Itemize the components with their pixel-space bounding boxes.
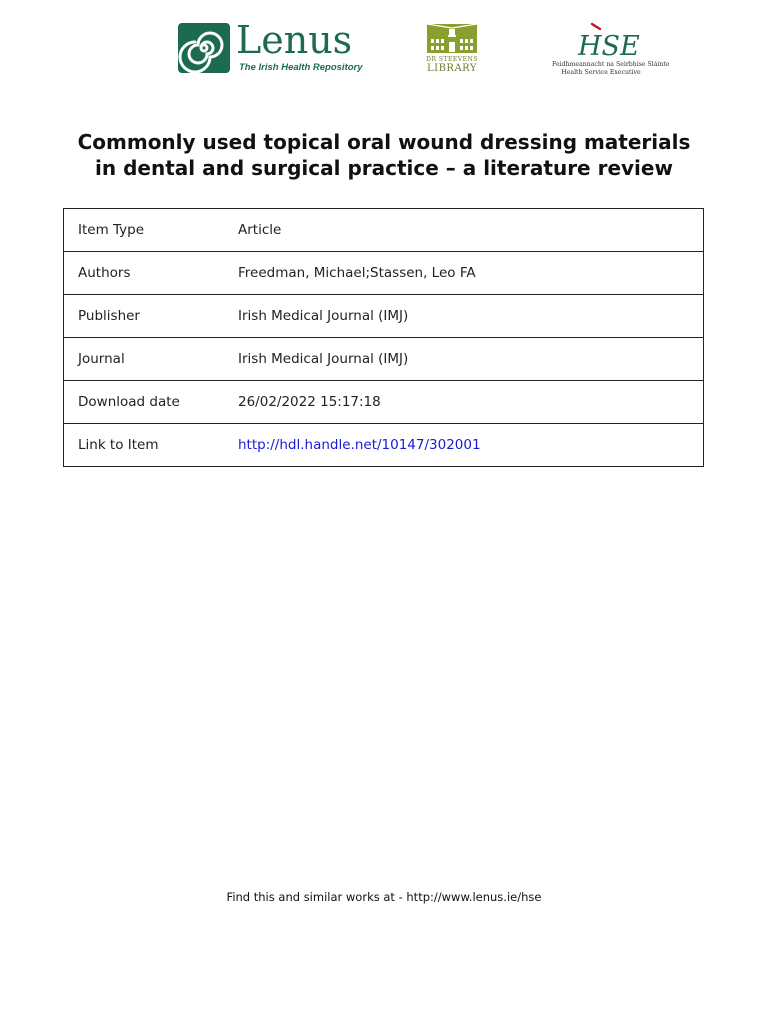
hse-mark-text: HSE [578, 31, 640, 62]
metadata-value: Irish Medical Journal (IMJ) [224, 295, 704, 338]
table-row [64, 338, 704, 381]
hse-irish-name: Feidhmeannacht na Seirbhíse Sláinte [552, 61, 670, 68]
lenus-logo[interactable] [178, 18, 363, 76]
metadata-table [63, 208, 704, 467]
table-row [64, 424, 704, 467]
metadata-label: Download date [64, 381, 225, 424]
hse-english-name: Health Service Executive [561, 69, 641, 76]
table-row [64, 209, 704, 252]
lenus-spiral-icon [178, 23, 230, 73]
metadata-label: Authors [64, 252, 225, 295]
metadata-value: Article [224, 209, 704, 252]
hse-logo[interactable] [552, 22, 670, 78]
hse-mark-icon [578, 22, 640, 62]
metadata-value: Freedman, Michael;Stassen, Leo FA [224, 252, 704, 295]
metadata-label: Publisher [64, 295, 225, 338]
library-building-icon [424, 22, 480, 56]
logo-bar [0, 0, 768, 90]
lenus-tagline: The Irish Health Repository [239, 62, 363, 73]
metadata-value: 26/02/2022 15:17:18 [224, 381, 704, 424]
lenus-wordmark: Lenus [236, 18, 353, 62]
item-handle-link[interactable]: http://hdl.handle.net/10147/302001 [238, 437, 481, 453]
steevens-library-logo[interactable] [424, 22, 480, 78]
metadata-value: Irish Medical Journal (IMJ) [224, 338, 704, 381]
steevens-library-label: LIBRARY [426, 63, 477, 74]
steevens-name: DR STEEVENS [426, 56, 478, 63]
metadata-label: Link to Item [64, 424, 225, 467]
table-row [64, 381, 704, 424]
title-line-2: in dental and surgical practice – a literature review [95, 156, 673, 180]
document-title [40, 129, 728, 181]
title-line-1: Commonly used topical oral wound dressing materials [77, 130, 691, 154]
table-row [64, 295, 704, 338]
metadata-value-cell [224, 424, 704, 467]
metadata-label: Item Type [64, 209, 225, 252]
metadata-label: Journal [64, 338, 225, 381]
table-row [64, 252, 704, 295]
footer-note: Find this and similar works at - http://www.lenus.ie/hse [226, 890, 542, 904]
